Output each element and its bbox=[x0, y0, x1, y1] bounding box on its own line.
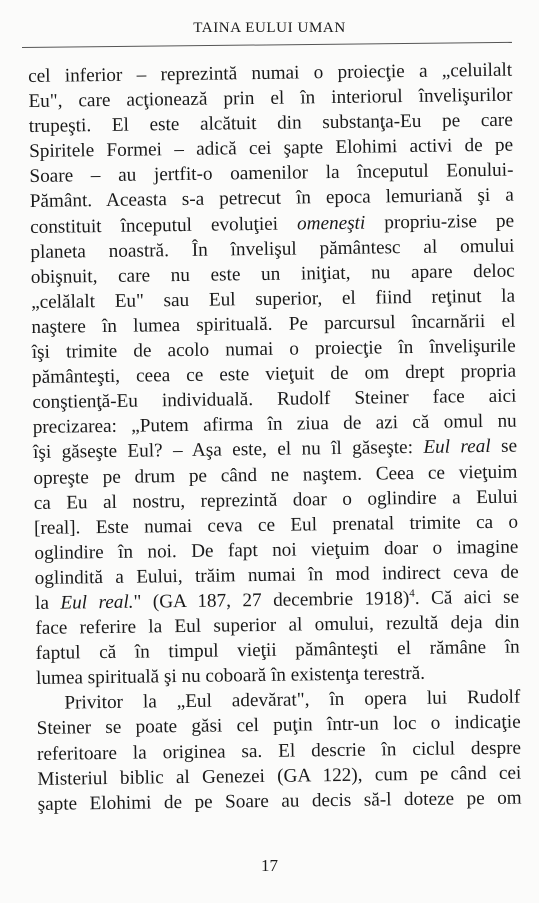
text-line: Pământ. Aceasta s-a petrecut în epoca lemuriană şi a bbox=[29, 185, 514, 213]
text-line: referitoare la originea sa. El descrie în ciclul despre bbox=[36, 737, 522, 765]
text-line: opreşte pe drum pe când ne naştem. Ceea ce vieţuim bbox=[33, 461, 518, 489]
text-line: oglindire în noi. De fapt noi vieţuim doar o imagine bbox=[34, 536, 519, 564]
text-line: lumea spirituală şi nu coboară în existenţa terestră. bbox=[35, 663, 426, 690]
text-line: Misteriul biblic al Genezei (GA 122), cum pe când cei bbox=[37, 762, 522, 790]
text-line: naştere în lumea spirituală. Pe parcursul încarnării el bbox=[31, 310, 516, 338]
text-line: conştienţă-Eu individuală. Rudolf Steiner face aici bbox=[32, 385, 517, 414]
text-line: obişnuit, care nu este un iniţiat, nu apare deloc bbox=[30, 260, 515, 288]
text-line: Soare – au jertfit-o oamenilor la începutul Eonului- bbox=[29, 160, 514, 188]
line-segment: " (GA 187, 27 decembrie 1918) bbox=[133, 588, 410, 613]
text-line: îşi trimite de acolo numai o proiecţie în învelişurile bbox=[31, 335, 516, 364]
text-line: planeta noastră. În învelişul pământesc al omului bbox=[30, 235, 515, 263]
text-line: oglindită a Eului, trăim numai în mod indirect ceva de bbox=[34, 561, 519, 589]
text-line: cel inferior – reprezintă numai o proiecţie a „celuilalt bbox=[28, 59, 513, 87]
text-line: Eu", care acţionează prin el în interiorul învelişurilor bbox=[28, 84, 513, 113]
footnote-marker: 4 bbox=[409, 587, 415, 600]
line-segment: se bbox=[490, 436, 518, 458]
text-line: şapte Elohimi de pe Soare au decis să-l doteze pe om bbox=[37, 787, 522, 815]
text-line: face referire la Eul superior al omului, rezultă deja din bbox=[35, 611, 520, 640]
running-header: TAINA EULUI UMAN bbox=[193, 20, 346, 36]
line-segment: propriu-zise pe bbox=[365, 210, 515, 234]
text-line: precizarea: „Putem afirma în ziua de azi că omul nu bbox=[32, 410, 517, 439]
text-line: trupeşti. El este alcătuit din substanţa-Eu pe care bbox=[28, 109, 513, 138]
text-line: pământeşti, ceea ce este vieţuit de om drept propria bbox=[31, 360, 517, 389]
page-number: 17 bbox=[261, 856, 278, 875]
line-segment: la bbox=[34, 592, 61, 614]
text-line: Spiritele Formei – adică cei şapte Elohimi activi de pe bbox=[29, 134, 514, 163]
text-line: „celălalt Eu" sau Eul superior, el fiind reţinut la bbox=[30, 285, 516, 313]
italic-phrase: Eul real bbox=[423, 436, 491, 459]
text-line: Steiner se poate găsi cel puţin într-un loc o indicaţie bbox=[36, 712, 521, 740]
line-segment: . Că aici se bbox=[414, 586, 520, 609]
header-rule bbox=[22, 42, 512, 48]
line-segment: constituit începutul evoluţiei bbox=[29, 213, 298, 238]
text-line: faptul că în timpul vieţii pământeşti el rămâne în bbox=[35, 636, 520, 665]
text-line: Privitor la „Eul adevărat", în opera lui Rudolf bbox=[64, 686, 521, 714]
text-line: [real]. Este numai ceva ce Eul prenatal trimite ca o bbox=[33, 511, 519, 539]
line-segment: îşi găseşte Eul? – Aşa este, el nu îl găseşte: bbox=[32, 437, 424, 464]
body-text bbox=[28, 58, 522, 817]
italic-phrase: Eul real. bbox=[60, 591, 134, 614]
text-line: ca Eu al nostru, reprezintă doar o oglindire a Eului bbox=[33, 486, 518, 514]
italic-word: omeneşti bbox=[296, 212, 366, 235]
